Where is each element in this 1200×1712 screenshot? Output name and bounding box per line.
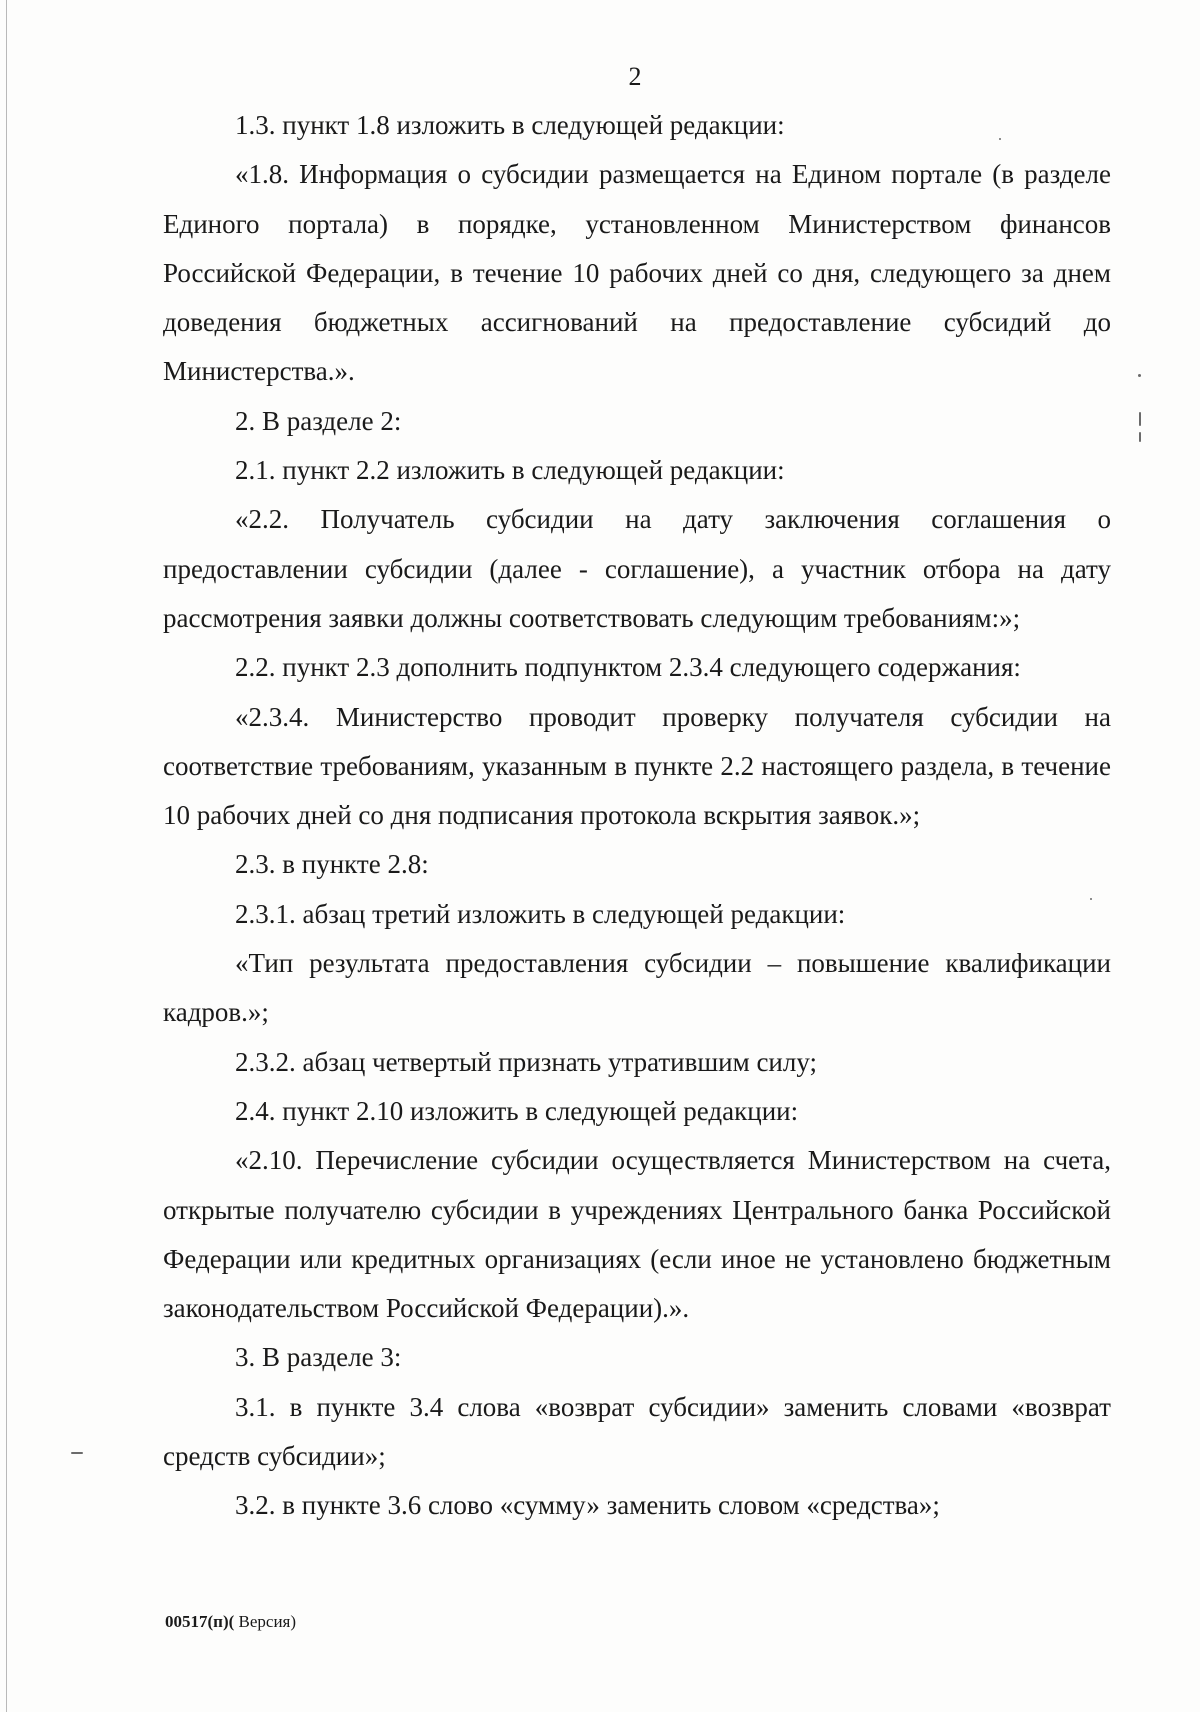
document-paragraph: 2.1. пункт 2.2 изложить в следующей редакции: (235, 455, 785, 486)
document-paragraph: 2.4. пункт 2.10 изложить в следующей редакции: (235, 1095, 799, 1126)
footer-version: Версия) (234, 1612, 297, 1631)
document-paragraph: «Тип результата предоставления субсидии – повышение квалификации кадров.»; (163, 948, 1111, 1028)
document-paragraph: «2.3.4. Министерство проводит проверку получателя субсидии на соответствие требованиям, указанным в пункте 2.2 настоящего раздела, в течение 10 рабочих дней со дня подписания протокола вскрытия заявок.»; (163, 701, 1111, 831)
scan-speck (71, 1452, 83, 1454)
document-paragraph: «1.8. Информация о субсидии размещается на Едином портале (в разделе Единого портала) в порядке, установленном Министерством финансов Российской Федерации, в течение 10 рабочих дней со дня, следующего за днем доведения бюджетных ассигнований на предоставление субсидий до Министерства.». (163, 159, 1111, 387)
document-paragraph: 2. В разделе 2: (235, 405, 402, 436)
document-paragraph: 2.3.1. абзац третий изложить в следующей редакции: (235, 898, 846, 929)
footer-code: 00517(п)( (165, 1612, 235, 1631)
document-paragraph: 2.3. в пункте 2.8: (235, 849, 429, 880)
document-paragraph: «2.10. Перечисление субсидии осуществляется Министерством на счета, открытые получателю субсидии в учреждениях Центрального банка Российской Федерации или кредитных организациях (если иное не установлено бюджетным законодательством Российской Федерации).». (163, 1145, 1111, 1324)
scan-margin-line (6, 0, 7, 1712)
document-paragraph: 3.2. в пункте 3.6 слово «сумму» заменить словом «средства»; (235, 1490, 940, 1521)
scan-speck (999, 138, 1001, 140)
document-paragraph: 2.3.2. абзац четвертый признать утратившим силу; (235, 1046, 817, 1077)
scan-speck (1090, 898, 1092, 900)
document-body (163, 101, 1111, 1531)
page-number: 2 (628, 62, 642, 91)
document-footer-code (165, 1612, 296, 1632)
scan-speck (1139, 432, 1141, 442)
scan-speck (1139, 412, 1141, 426)
document-paragraph: 3.1. в пункте 3.4 слова «возврат субсидии» заменить словами «возврат средств субсидии»; (163, 1391, 1111, 1472)
document-paragraph: 1.3. пункт 1.8 изложить в следующей редакции: (235, 110, 785, 140)
scan-speck (1138, 374, 1141, 377)
document-paragraph: 2.2. пункт 2.3 дополнить подпунктом 2.3.4 следующего содержания: (235, 652, 1021, 683)
document-paragraph: 3. В разделе 3: (235, 1342, 402, 1373)
document-paragraph: «2.2. Получатель субсидии на дату заключения соглашения о предоставлении субсидии (далее - соглашение), а участник отбора на дату рассмотрения заявки должны соответствовать следующим требованиям:»; (163, 504, 1111, 633)
